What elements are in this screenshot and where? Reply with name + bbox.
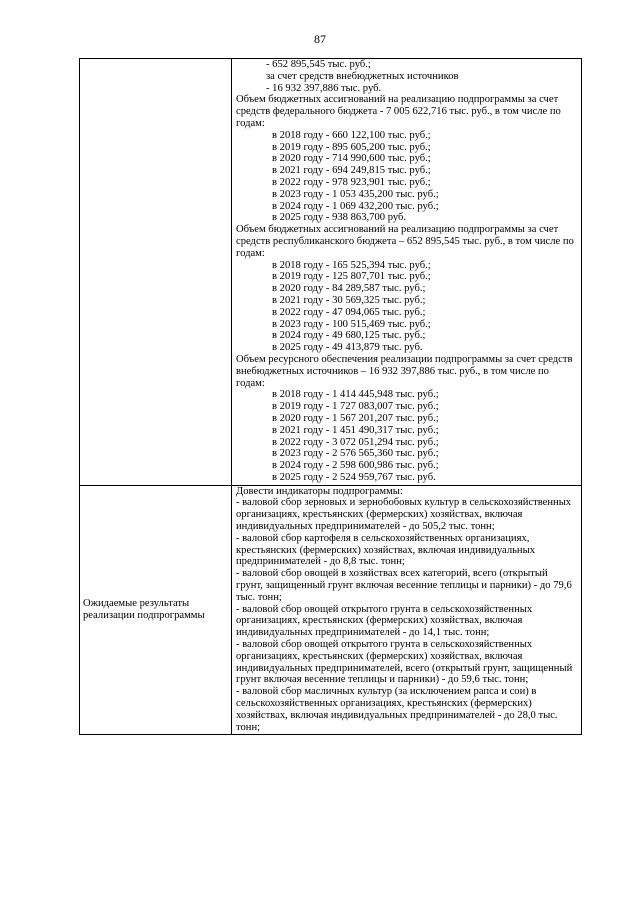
republic-year-line: в 2020 году - 84 289,587 тыс. руб.; [272,283,426,295]
extrabudget-year-line: в 2025 году - 2 524 959,767 тыс. руб. [272,471,436,483]
republic-year-line: в 2022 году - 47 094,065 тыс. руб.; [272,306,426,318]
federal-year-line: в 2018 году - 660 122,100 тыс. руб.; [272,129,431,141]
republic-year-line: в 2021 году - 30 569,325 тыс. руб.; [272,294,426,306]
funding-label-cell [80,59,232,486]
page-number: 87 [314,32,326,46]
extrabudget-year-line: в 2022 году - 3 072 051,294 тыс. руб.; [272,436,439,448]
intro-line: - 652 895,545 тыс. руб.; [266,59,371,70]
federal-year-line: в 2025 году - 938 863,700 руб. [272,212,407,224]
republic-heading: Объем бюджетных ассигнований на реализацию подпрограммы за счет средств республиканского бюджета – 652 895,545 тыс. руб., в том числе по годам: [236,224,574,259]
federal-year-line: в 2020 году - 714 990,600 тыс. руб.; [272,153,431,165]
results-item: - валовой сбор овощей открытого грунта в сельскохозяйственных организациях, крестьянских (фермерских) хозяйствах, включая индивидуальных предпринимателей - до 14,1 тыс. тонн; [236,603,533,639]
results-item: - валовой сбор масличных культур (за исключением рапса и сои) в сельскохозяйственных организациях, крестьянских (фермерских) хозяйствах, включая индивидуальных предпринимателей - до 28,0 тыс. тонн; [236,686,558,733]
extrabudget-year-line: в 2019 году - 1 727 083,007 тыс. руб.; [272,401,439,413]
republic-year-line: в 2023 году - 100 515,469 тыс. руб.; [272,318,431,330]
passport-table [79,58,582,735]
republic-year-line: в 2018 году - 165 525,394 тыс. руб.; [272,259,431,271]
intro-line: - 16 932 397,886 тыс. руб. [266,82,382,94]
results-item: - валовой сбор картофеля в сельскохозяйственных организациях, крестьянских (фермерских) хозяйствах, включая индивидуальных предпринимателей - до 8,8 тыс. тонн; [236,532,536,568]
extrabudget-year-line: в 2018 году - 1 414 445,948 тыс. руб.; [272,389,439,401]
extrabudget-year-line: в 2023 году - 2 576 565,360 тыс. руб.; [272,448,439,460]
federal-year-line: в 2019 году - 895 605,200 тыс. руб.; [272,141,431,153]
results-label: Ожидаемые результаты реализации подпрограммы [80,485,232,735]
results-intro: Довести индикаторы подпрограммы: [236,485,403,497]
funding-row [80,59,582,486]
results-content-cell [232,485,582,735]
federal-year-line: в 2021 году - 694 249,815 тыс. руб.; [272,165,431,177]
extrabudget-year-line: в 2020 году - 1 567 201,207 тыс. руб.; [272,412,439,424]
results-item: - валовой сбор овощей открытого грунта в сельскохозяйственных организациях, крестьянских (фермерских) хозяйствах, включая индивидуальных предпринимателей, всего (открытый грунт, защищенный грунт включая весенние теплицы и парники) - до 59,6 тыс. тонн; [236,639,573,686]
intro-line: за счет средств внебюджетных источников [266,70,459,82]
federal-heading: Объем бюджетных ассигнований на реализацию подпрограммы за счет средств федерального бюджета - 7 005 622,716 тыс. руб., в том числе по годам: [236,94,561,129]
republic-year-line: в 2025 году - 49 413,879 тыс. руб. [272,342,423,354]
extrabudget-year-line: в 2021 году - 1 451 490,317 тыс. руб.; [272,424,439,436]
extrabudget-heading: Объем ресурсного обеспечения реализации подпрограммы за счет средств внебюджетных источников – 16 932 397,886 тыс. руб., в том числе по годам: [236,353,573,389]
results-item: - валовой сбор зерновых и зернобобовых культур в сельскохозяйственных организациях, крестьянских (фермерских) хозяйствах, включая индивидуальных предпринимателей - до 505,2 тыс. тонн; [236,497,572,533]
extrabudget-year-line: в 2024 году - 2 598 600,986 тыс. руб.; [272,460,439,472]
funding-content-cell [232,59,582,486]
results-item: - валовой сбор овощей в хозяйствах всех категорий, всего (открытый грунт, защищенный грунт включая весенние теплицы и парники) - до 79,6 тыс. тонн; [236,568,572,603]
federal-year-line: в 2022 году - 978 923,901 тыс. руб.; [272,176,431,188]
federal-year-line: в 2023 году - 1 053 435,200 тыс. руб.; [272,188,439,200]
republic-year-line: в 2019 году - 125 807,701 тыс. руб.; [272,271,431,283]
republic-year-line: в 2024 году - 49 680,125 тыс. руб.; [272,330,426,342]
results-row [80,485,582,735]
federal-year-line: в 2024 году - 1 069 432,200 тыс. руб.; [272,200,439,212]
